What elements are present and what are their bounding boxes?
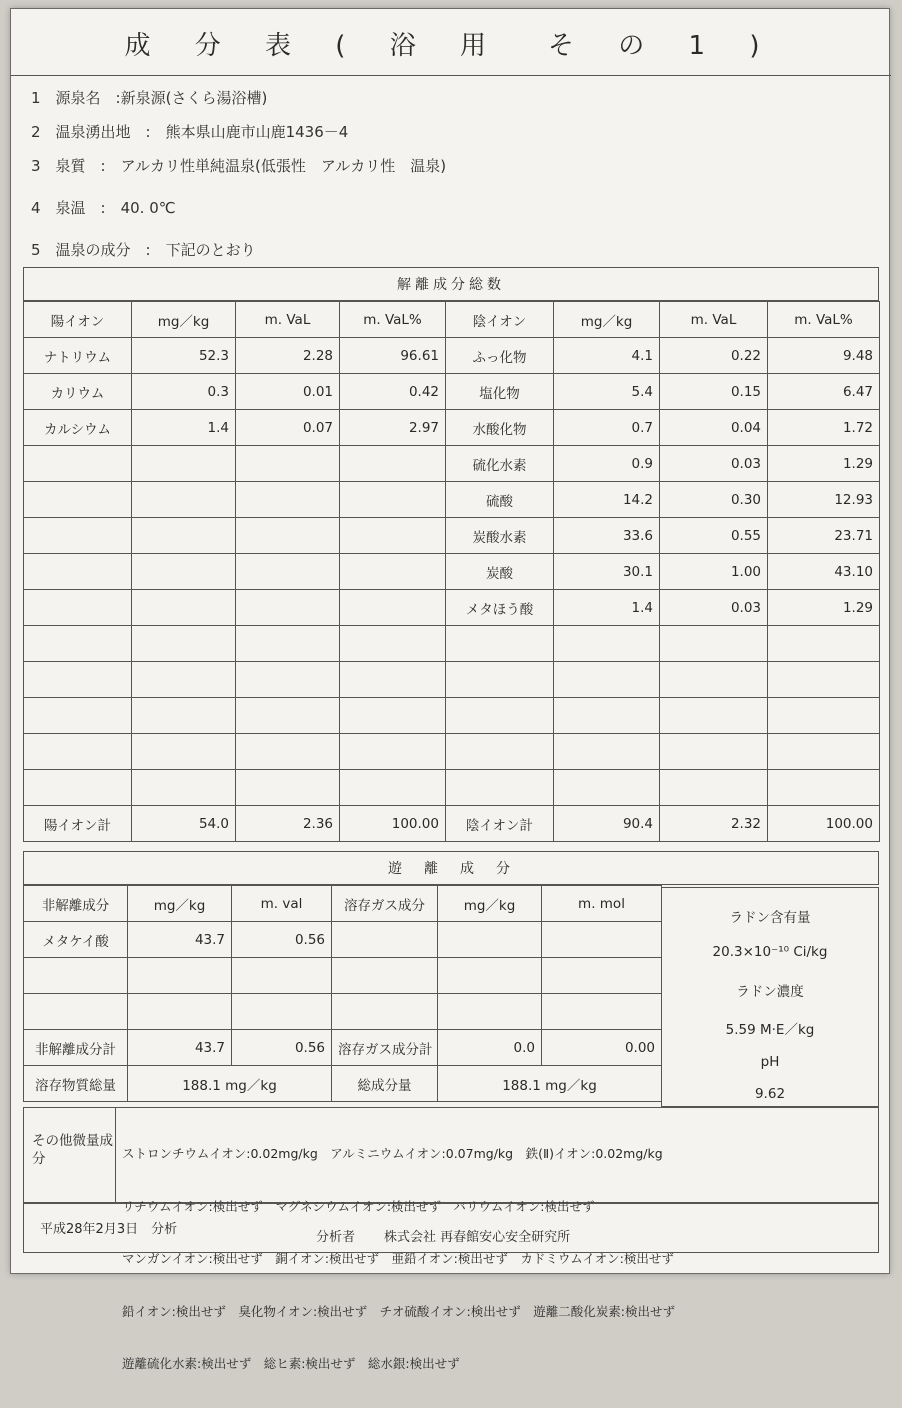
- other-trace-line: 遊離硫化水素:検出せず 総ヒ素:検出せず 総水銀:検出せず: [122, 1356, 460, 1371]
- ion-header-row: [24, 302, 880, 338]
- title-divider: [11, 75, 891, 76]
- anion-pct: 6.47: [768, 374, 880, 410]
- other-trace-lines: [122, 1110, 675, 1408]
- empty-cell: [446, 662, 554, 698]
- header-mmol: m. mol: [542, 886, 662, 922]
- empty-cell: [660, 770, 768, 806]
- empty-cell: [768, 698, 880, 734]
- anion-pct: 43.10: [768, 554, 880, 590]
- anion-mval: 0.15: [660, 374, 768, 410]
- empty-cell: [554, 770, 660, 806]
- header-mg: mg／kg: [128, 886, 232, 922]
- empty-cell: [236, 554, 340, 590]
- header-anion: 陰イオン: [446, 302, 554, 338]
- empty-cell: [768, 734, 880, 770]
- empty-cell: [236, 518, 340, 554]
- anion-name: ふっ化物: [446, 338, 554, 374]
- table-row: [24, 994, 662, 1030]
- anion-name: 炭酸水素: [446, 518, 554, 554]
- gas-total-mmol: 0.00: [542, 1030, 662, 1066]
- empty-cell: [446, 626, 554, 662]
- anion-pct: 23.71: [768, 518, 880, 554]
- empty-cell: [554, 626, 660, 662]
- dissolved-total-label: 溶存物質総量: [24, 1066, 128, 1102]
- table-row: [24, 734, 880, 770]
- empty-cell: [340, 734, 446, 770]
- table-row: [24, 410, 880, 446]
- info-temperature: 4 泉温 : 40. 0℃: [31, 199, 176, 217]
- cation-total-mval: 2.36: [236, 806, 340, 842]
- empty-cell: [660, 698, 768, 734]
- table-row: [24, 338, 880, 374]
- empty-cell: [128, 994, 232, 1030]
- empty-cell: [340, 626, 446, 662]
- empty-cell: [132, 554, 236, 590]
- empty-cell: [132, 518, 236, 554]
- undissociated-total-label: 非解離成分計: [24, 1030, 128, 1066]
- empty-cell: [340, 662, 446, 698]
- undissociated-mg: 43.7: [128, 922, 232, 958]
- empty-cell: [236, 446, 340, 482]
- empty-cell: [542, 958, 662, 994]
- anion-pct: 9.48: [768, 338, 880, 374]
- empty-cell: [236, 698, 340, 734]
- anion-total-label: 陰イオン計: [446, 806, 554, 842]
- empty-cell: [438, 922, 542, 958]
- cation-mval: 2.28: [236, 338, 340, 374]
- empty-cell: [768, 662, 880, 698]
- cation-total-label: 陽イオン計: [24, 806, 132, 842]
- empty-cell: [332, 994, 438, 1030]
- empty-cell: [24, 994, 128, 1030]
- empty-cell: [446, 698, 554, 734]
- anion-mg: 30.1: [554, 554, 660, 590]
- anion-mval: 0.04: [660, 410, 768, 446]
- anion-name: 塩化物: [446, 374, 554, 410]
- gas-total-mg: 0.0: [438, 1030, 542, 1066]
- empty-cell: [768, 626, 880, 662]
- empty-cell: [340, 554, 446, 590]
- anion-mg: 33.6: [554, 518, 660, 554]
- table-row: [24, 518, 880, 554]
- cation-name: カルシウム: [24, 410, 132, 446]
- header-cation: 陽イオン: [24, 302, 132, 338]
- header-mval: m. val: [232, 886, 332, 922]
- empty-cell: [340, 698, 446, 734]
- table-row: [24, 958, 662, 994]
- table-row: [24, 922, 662, 958]
- empty-cell: [332, 958, 438, 994]
- cation-mg: 52.3: [132, 338, 236, 374]
- empty-cell: [542, 922, 662, 958]
- ph-label: pH: [760, 1054, 780, 1070]
- radon-panel: [661, 887, 879, 1107]
- footer: [23, 1203, 879, 1253]
- table-row: [24, 554, 880, 590]
- anion-pct: 1.29: [768, 446, 880, 482]
- cation-pct: 96.61: [340, 338, 446, 374]
- empty-cell: [132, 770, 236, 806]
- anion-pct: 1.29: [768, 590, 880, 626]
- anion-mval: 0.22: [660, 338, 768, 374]
- empty-cell: [236, 590, 340, 626]
- cation-name: ナトリウム: [24, 338, 132, 374]
- empty-cell: [554, 734, 660, 770]
- cation-name: カリウム: [24, 374, 132, 410]
- page-title: 成 分 表 ( 浴 用 そ の 1 ): [124, 31, 778, 61]
- empty-cell: [332, 922, 438, 958]
- cation-total-mg: 54.0: [132, 806, 236, 842]
- anion-total-pct: 100.00: [768, 806, 880, 842]
- table-row: [24, 662, 880, 698]
- radon-concentration-label: ラドン濃度: [736, 984, 804, 1000]
- empty-cell: [232, 994, 332, 1030]
- ph-value: 9.62: [754, 1086, 786, 1102]
- empty-cell: [340, 482, 446, 518]
- empty-cell: [660, 626, 768, 662]
- anion-mval: 0.30: [660, 482, 768, 518]
- gas-total-label: 溶存ガス成分計: [332, 1030, 438, 1066]
- empty-cell: [132, 662, 236, 698]
- anion-pct: 12.93: [768, 482, 880, 518]
- empty-cell: [660, 734, 768, 770]
- header-cation-pct: m. VaL%: [340, 302, 446, 338]
- empty-cell: [554, 662, 660, 698]
- empty-cell: [132, 590, 236, 626]
- analyst-label: 分析者: [316, 1230, 356, 1245]
- anion-mg: 0.7: [554, 410, 660, 446]
- analyst-name: 株式会社 再春館安心安全研究所: [384, 1230, 571, 1245]
- cation-total-pct: 100.00: [340, 806, 446, 842]
- cation-mval: 0.01: [236, 374, 340, 410]
- empty-cell: [24, 626, 132, 662]
- analysis-date: 平成28年2月3日 分析: [40, 1222, 178, 1237]
- dissolved-total-row: [24, 1066, 662, 1102]
- radon-content-value: 20.3×10⁻¹⁰ Ci/kg: [712, 944, 828, 960]
- header-cation-mg: mg／kg: [132, 302, 236, 338]
- empty-cell: [24, 518, 132, 554]
- empty-cell: [438, 994, 542, 1030]
- anion-mval: 1.00: [660, 554, 768, 590]
- empty-cell: [232, 958, 332, 994]
- header-undissociated: 非解離成分: [24, 886, 128, 922]
- empty-cell: [132, 482, 236, 518]
- other-trace-line: マンガンイオン:検出せず 銅イオン:検出せず 亜鉛イオン:検出せず カドミウムイオン:検出せず: [122, 1251, 674, 1266]
- ion-table: [23, 301, 880, 842]
- anion-name: メタほう酸: [446, 590, 554, 626]
- cation-pct: 2.97: [340, 410, 446, 446]
- anion-total-mg: 90.4: [554, 806, 660, 842]
- header-cation-mval: m. VaL: [236, 302, 340, 338]
- empty-cell: [340, 446, 446, 482]
- undissociated-mval: 0.56: [232, 922, 332, 958]
- empty-cell: [132, 734, 236, 770]
- empty-cell: [236, 770, 340, 806]
- table-row: [24, 626, 880, 662]
- table-row: [24, 446, 880, 482]
- empty-cell: [24, 482, 132, 518]
- cation-mg: 1.4: [132, 410, 236, 446]
- empty-cell: [446, 734, 554, 770]
- table-row: [24, 374, 880, 410]
- table-row: [24, 770, 880, 806]
- other-trace-label: その他微量成分: [24, 1108, 116, 1202]
- undissociated-total-mg: 43.7: [128, 1030, 232, 1066]
- anion-pct: 1.72: [768, 410, 880, 446]
- empty-cell: [768, 770, 880, 806]
- info-components: 5 温泉の成分 : 下記のとおり: [31, 241, 256, 259]
- empty-cell: [438, 958, 542, 994]
- info-location: 2 温泉湧出地 : 熊本県山鹿市山鹿1436－4: [31, 123, 349, 141]
- anion-name: 硫化水素: [446, 446, 554, 482]
- anion-total-mval: 2.32: [660, 806, 768, 842]
- anion-mg: 0.9: [554, 446, 660, 482]
- table-row: [24, 590, 880, 626]
- empty-cell: [24, 446, 132, 482]
- empty-cell: [132, 626, 236, 662]
- grand-total-label: 総成分量: [332, 1066, 438, 1102]
- empty-cell: [236, 662, 340, 698]
- anion-mval: 0.55: [660, 518, 768, 554]
- free-total-row: [24, 1030, 662, 1066]
- ion-total-row: [24, 806, 880, 842]
- empty-cell: [24, 590, 132, 626]
- other-trace-line: 鉛イオン:検出せず 臭化物イオン:検出せず チオ硫酸イオン:検出せず 遊離二酸化炭素:検出せず: [122, 1303, 675, 1319]
- radon-concentration-value: 5.59 M·E／kg: [725, 1022, 815, 1038]
- empty-cell: [446, 770, 554, 806]
- info-spring-quality: 3 泉質 : アルカリ性単純温泉(低張性 アルカリ性 温泉): [31, 157, 447, 175]
- radon-content-label: ラドン含有量: [729, 910, 811, 926]
- undissociated-name: メタケイ酸: [24, 922, 128, 958]
- empty-cell: [236, 626, 340, 662]
- other-trace-line: リチウムイオン:検出せず マグネシウムイオン:検出せず バリウムイオン:検出せず: [122, 1198, 595, 1214]
- header-anion-pct: m. VaL%: [768, 302, 880, 338]
- anion-mg: 4.1: [554, 338, 660, 374]
- empty-cell: [24, 554, 132, 590]
- undissociated-total-mval: 0.56: [232, 1030, 332, 1066]
- empty-cell: [236, 734, 340, 770]
- free-header-row: [24, 886, 662, 922]
- other-trace-line: ストロンチウムイオン:0.02mg/kg アルミニウムイオン:0.07mg/kg 鉄(Ⅱ)イオン:0.02mg/kg: [122, 1146, 663, 1161]
- empty-cell: [542, 994, 662, 1030]
- cation-mg: 0.3: [132, 374, 236, 410]
- analysis-sheet: [10, 8, 890, 1371]
- cation-pct: 0.42: [340, 374, 446, 410]
- header-anion-mval: m. VaL: [660, 302, 768, 338]
- empty-cell: [236, 482, 340, 518]
- empty-cell: [24, 698, 132, 734]
- anion-name: 水酸化物: [446, 410, 554, 446]
- grand-total-value: 188.1 mg／kg: [438, 1066, 662, 1102]
- info-spring-name: 1 源泉名 :新泉源(さくら湯浴槽): [31, 89, 268, 107]
- header-gas: 溶存ガス成分: [332, 886, 438, 922]
- empty-cell: [554, 698, 660, 734]
- empty-cell: [128, 958, 232, 994]
- cation-mval: 0.07: [236, 410, 340, 446]
- anion-mval: 0.03: [660, 590, 768, 626]
- table-row: [24, 482, 880, 518]
- empty-cell: [340, 590, 446, 626]
- empty-cell: [24, 734, 132, 770]
- empty-cell: [24, 770, 132, 806]
- anion-mval: 0.03: [660, 446, 768, 482]
- anion-mg: 14.2: [554, 482, 660, 518]
- empty-cell: [132, 698, 236, 734]
- empty-cell: [660, 662, 768, 698]
- anion-mg: 1.4: [554, 590, 660, 626]
- empty-cell: [132, 446, 236, 482]
- dissolved-total-value: 188.1 mg／kg: [128, 1066, 332, 1102]
- anion-name: 硫酸: [446, 482, 554, 518]
- empty-cell: [24, 958, 128, 994]
- empty-cell: [24, 662, 132, 698]
- anion-mg: 5.4: [554, 374, 660, 410]
- anion-name: 炭酸: [446, 554, 554, 590]
- section-dissociated-title: 解離成分総数: [23, 267, 879, 301]
- section-free-title: 遊 離 成 分: [23, 851, 879, 885]
- empty-cell: [340, 518, 446, 554]
- free-components-table: [23, 885, 662, 1102]
- header-anion-mg: mg／kg: [554, 302, 660, 338]
- header-gas-mg: mg／kg: [438, 886, 542, 922]
- table-row: [24, 698, 880, 734]
- empty-cell: [340, 770, 446, 806]
